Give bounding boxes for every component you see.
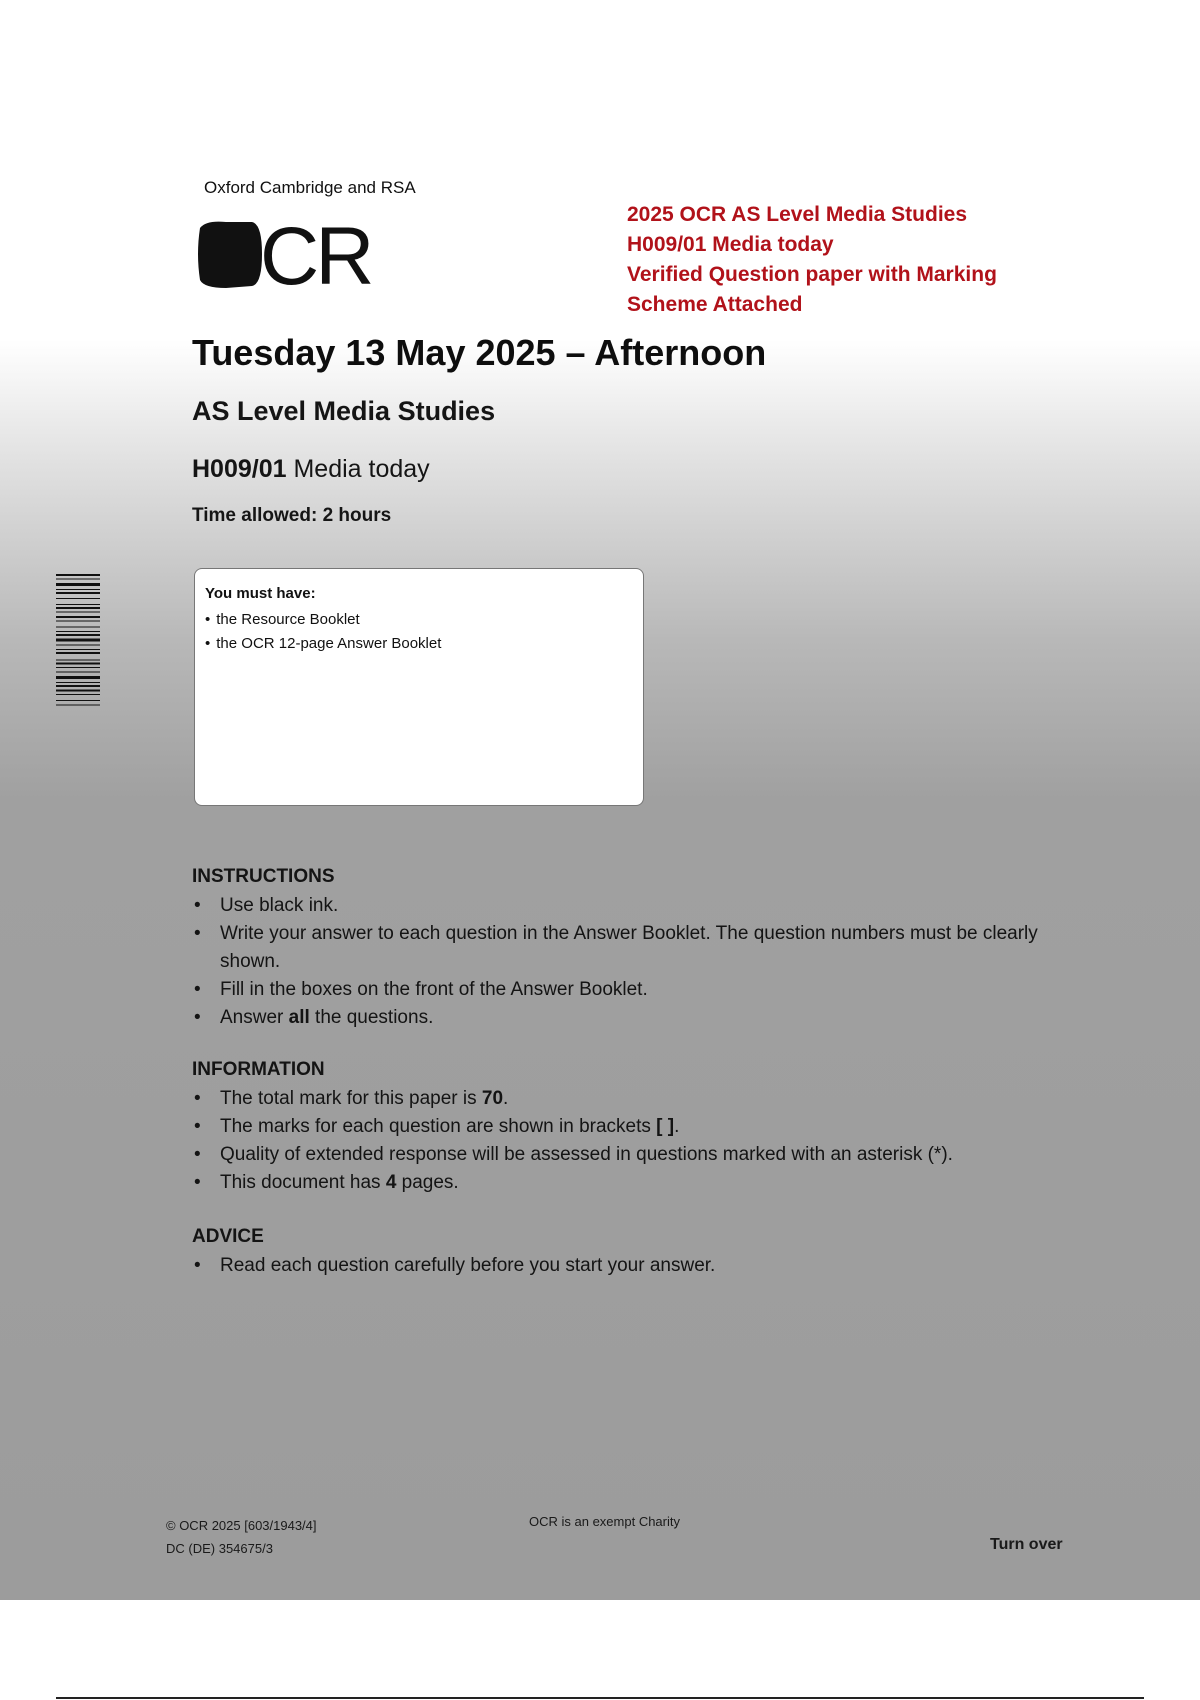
advice-heading: ADVICE [192, 1226, 264, 1247]
information-item: • This document has 4 pages. [192, 1169, 1092, 1197]
ocr-logo [196, 218, 436, 290]
must-have-item: • the OCR 12-page Answer Booklet [205, 632, 633, 656]
must-have-item: • the Resource Booklet [205, 608, 633, 632]
document-code: DC (DE) 354675/3 [166, 1541, 273, 1556]
divider-line [56, 1697, 1144, 1699]
instruction-item: • Fill in the boxes on the front of the Answer Booklet. [192, 976, 1092, 1004]
watermark-line: 2025 OCR AS Level Media Studies [627, 203, 968, 226]
barcode [56, 574, 100, 804]
instructions-heading: INSTRUCTIONS [192, 866, 335, 887]
unit-title: Media today [293, 455, 430, 483]
unit-code: H009/01 [192, 455, 287, 483]
exam-subject: AS Level Media Studies [192, 396, 496, 426]
must-have-title: You must have: [205, 585, 316, 602]
advice-item: • Read each question carefully before you start your answer. [192, 1252, 1092, 1280]
footer-copyright [166, 1514, 317, 1560]
copyright-text: © OCR 2025 [603/1943/4] [166, 1518, 317, 1533]
information-heading: INFORMATION [192, 1059, 325, 1080]
watermark-line: H009/01 Media today [627, 233, 834, 256]
org-name: Oxford Cambridge and RSA [204, 178, 416, 197]
must-have-box [194, 568, 644, 806]
turn-over-label: Turn over [990, 1536, 1063, 1553]
instruction-item: • Answer all the questions. [192, 1004, 1092, 1032]
exam-unit [192, 455, 430, 484]
information-item: • Quality of extended response will be assessed in questions marked with an asterisk (*). [192, 1141, 1092, 1169]
advice-section [192, 1226, 1092, 1280]
time-allowed: Time allowed: 2 hours [192, 505, 392, 526]
information-item: • The total mark for this paper is 70. [192, 1085, 1092, 1113]
charity-note: OCR is an exempt Charity [529, 1514, 680, 1529]
exam-date: Tuesday 13 May 2025 – Afternoon [192, 332, 767, 373]
instructions-section [192, 866, 1092, 1032]
svg-text:CR: CR [260, 218, 371, 290]
information-section [192, 1059, 1092, 1197]
watermark-line: Scheme Attached [627, 293, 803, 316]
information-item: • The marks for each question are shown in brackets [ ]. [192, 1113, 1092, 1141]
instruction-item: • Use black ink. [192, 892, 1092, 920]
watermark-line: Verified Question paper with Marking [627, 263, 997, 286]
instruction-item: • Write your answer to each question in the Answer Booklet. The question numbers must be clearly shown. [192, 920, 1092, 976]
watermark-notice [627, 200, 1067, 320]
